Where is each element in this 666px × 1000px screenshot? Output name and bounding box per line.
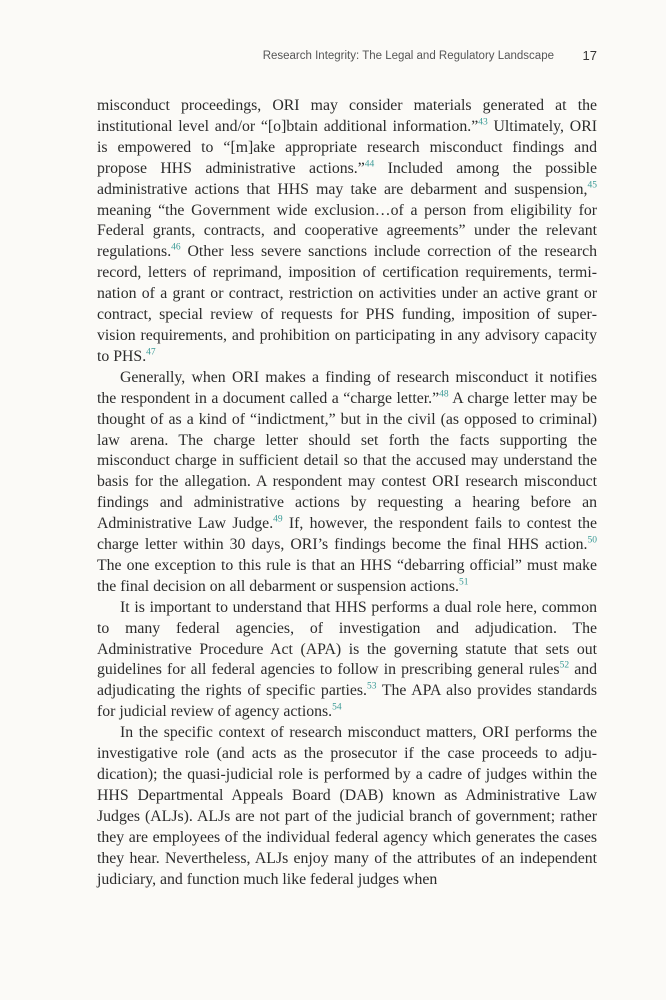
footnote-ref[interactable]: 45: [587, 180, 597, 191]
text-run: If, however, the respondent fails to contest the charge letter within 30 days, ORI’s findings become the final HHS action.: [97, 515, 597, 554]
footnote-ref[interactable]: 53: [367, 682, 377, 693]
footnote-ref[interactable]: 50: [587, 535, 597, 546]
text-run: Generally, when ORI makes a finding of research misconduct it notifies the respondent in a document called a “charge letter.”: [97, 368, 597, 407]
footnote-ref[interactable]: 51: [458, 577, 469, 588]
footnote-ref[interactable]: 46: [171, 243, 181, 254]
text-run: misconduct proceedings, ORI may consider materials generated at the institutional level and/or “[o]btain additional information.”: [97, 97, 597, 135]
paragraph: [97, 96, 597, 368]
body-text: [97, 96, 597, 890]
text-run: Ultimately, ORI is empowered to “[m]ake appropriate research misconduct findings and propose HHS administrative actions.”: [97, 117, 597, 177]
text-run: and adjudicating the rights of specific parties.: [97, 661, 598, 700]
page-number: 17: [582, 48, 597, 63]
footnote-ref[interactable]: 47: [146, 347, 156, 358]
paragraph: [97, 368, 597, 598]
footnote-ref[interactable]: 44: [364, 159, 375, 170]
text-run: Included among the possible administrative actions that HHS may take are debarment and suspension,: [97, 159, 597, 198]
paragraph: [97, 598, 597, 723]
footnote-ref[interactable]: 49: [273, 514, 283, 525]
footnote-ref[interactable]: 48: [439, 389, 449, 400]
paragraph: [97, 723, 597, 890]
text-run: A charge letter may be thought of as a kind of “indictment,” but in the civil (as opposed to criminal) law arena. The charge letter should set forth the facts supporting the misconduct charge in sufficient detail so that the accused may understand the basis for the allegation. A respondent may contest ORI research misconduct findings and administrative actions by requesting a hearing before an Administrative Law Judge.: [97, 389, 597, 533]
text-run: Other less severe sanctions include correction of the research record, letters of reprimand, imposition of certification requirements, termination of a grant or contract, restriction on activities under an active grant or contract, special review of requests for PHS funding, imposition of supervision requirements, and prohibition on participating in any advisory capacity to PHS.: [97, 243, 597, 365]
text-run: It is important to understand that HHS performs a dual role here, common to many federal agencies, of investigation and adjudication. The Administrative Procedure Act (APA) is the governing statute that sets out guidelines for all federal agencies to follow in prescribing general rules: [97, 598, 597, 679]
text-run: In the specific context of research misconduct matters, ORI performs the investigative role (and acts as the prosecutor if the case proceeds to adjudication); the quasi-judicial role is performed by a cadre of judges within the HHS Departmental Appeals Board (DAB) known as Administrative Law Judges (ALJs). ALJs are not part of the judicial branch of government; rather they are employees of the individual federal agency which generates the cases they hear. Nevertheless, ALJs enjoy many of the attributes of an independent judiciary, and function much like federal judges when: [97, 724, 597, 888]
running-head: [0, 48, 666, 68]
text-run: The APA also provides standards for judicial review of agency actions.: [97, 682, 597, 721]
footnote-ref[interactable]: 43: [478, 117, 488, 128]
running-title: Research Integrity: The Legal and Regulatory Landscape: [262, 50, 554, 62]
footnote-ref[interactable]: 54: [332, 703, 342, 714]
footnote-ref[interactable]: 52: [559, 661, 570, 672]
text-run: meaning “the Government wide exclusion…of a person from eligibility for Federal grants, contracts, and cooperative agreements” under the relevant regulations.: [97, 201, 597, 261]
text-run: The one exception to this rule is that an HHS “debarring official” must make the final decision on all debarment or suspension actions.: [97, 556, 597, 595]
